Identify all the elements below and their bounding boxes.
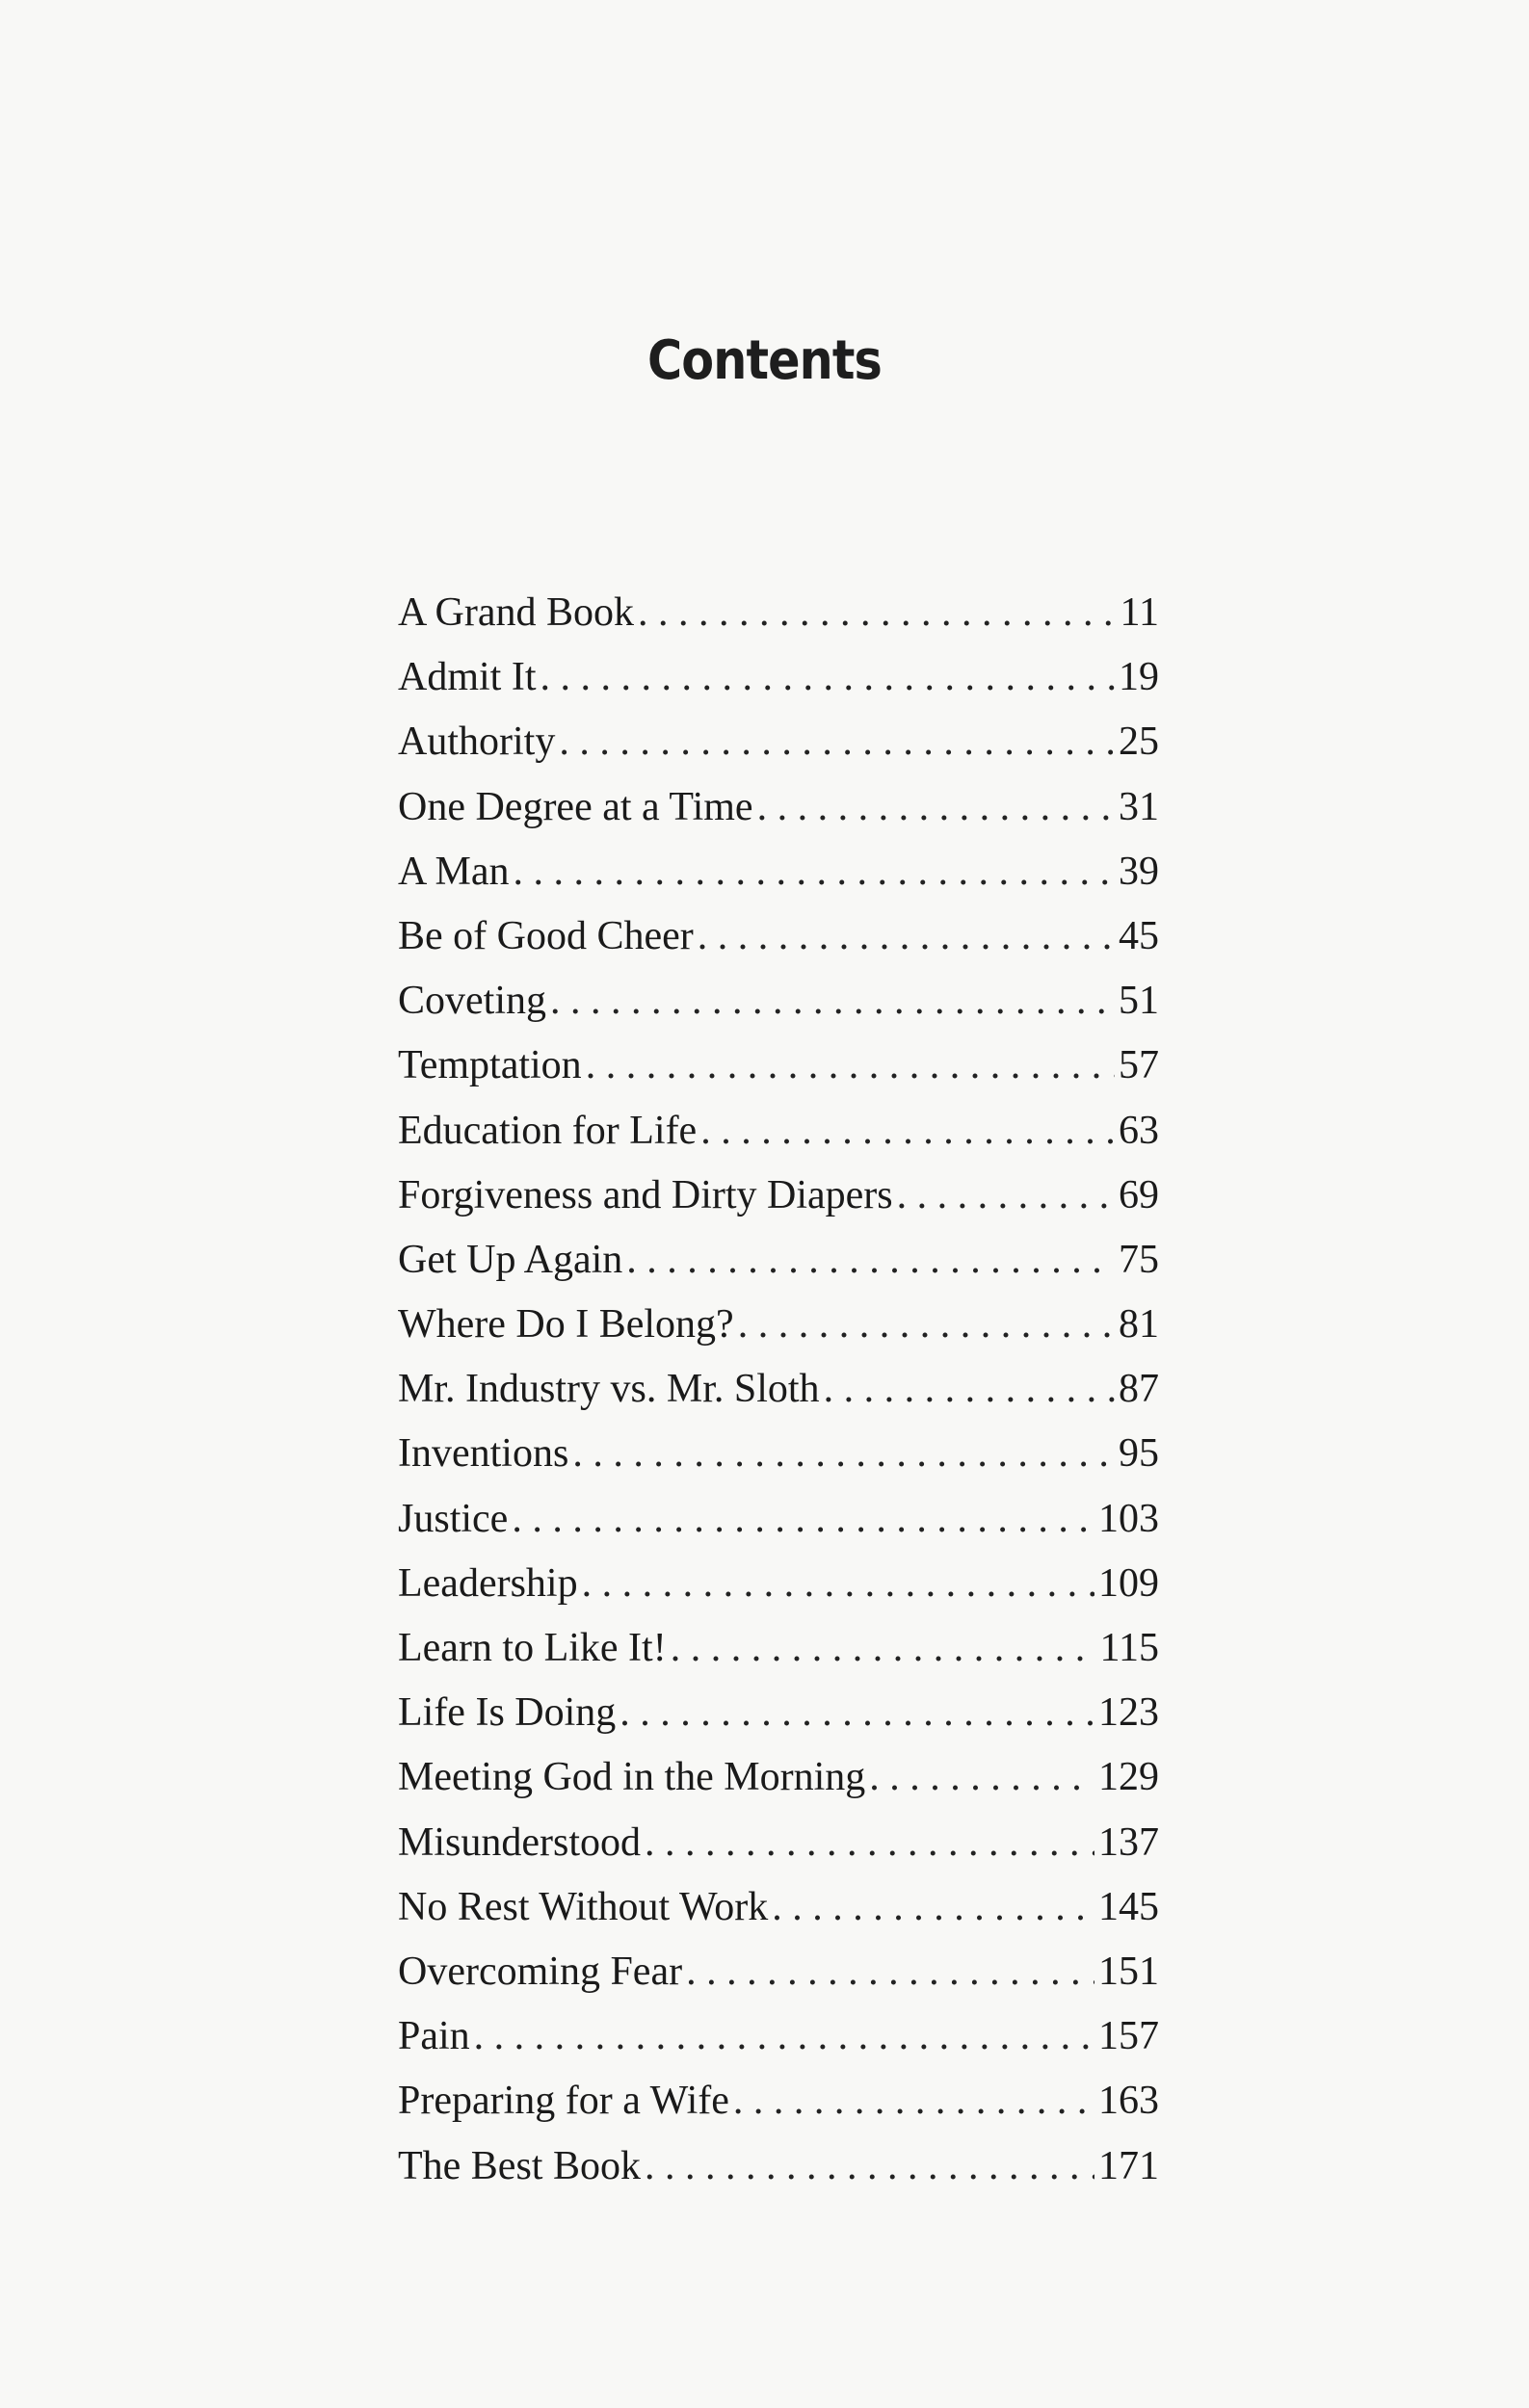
toc-entry [398,1099,1159,1164]
toc-entry-page: 123 [1098,1690,1159,1736]
toc-entry [398,1357,1159,1422]
toc-entry [398,1811,1159,1875]
toc-entry-page: 81 [1119,1302,1159,1348]
toc-entry-title: A Grand Book [398,590,634,635]
toc-entry-title: Life Is Doing [398,1690,617,1736]
toc-entry-page: 157 [1098,2014,1159,2059]
toc-entry [398,1940,1159,2004]
toc-entry-page: 39 [1119,849,1159,894]
toc-entry-title: Meeting God in the Morning [398,1755,866,1800]
dot-leader [645,1811,1094,1875]
toc-entry-page: 45 [1119,913,1159,958]
toc-entry-page: 87 [1119,1367,1159,1412]
toc-entry [398,775,1159,840]
dot-leader [620,1681,1094,1745]
toc-entry [398,2069,1159,2133]
toc-entry-title: Inventions [398,1431,569,1477]
toc-entry-title: Authority [398,720,556,765]
toc-entry-page: 95 [1119,1431,1159,1477]
toc-entry-title: Get Up Again [398,1237,623,1282]
dot-leader [474,2004,1094,2069]
dot-leader [582,1552,1094,1616]
dot-leader [512,1487,1094,1552]
toc-entry-page: 31 [1119,784,1159,829]
dot-leader [514,840,1116,904]
toc-entry [398,2004,1159,2069]
table-of-contents [398,581,1159,2199]
toc-entry-page: 145 [1098,1884,1159,1929]
toc-entry-title: Preparing for a Wife [398,2079,729,2124]
dot-leader [772,1875,1094,1940]
toc-entry-page: 75 [1119,1237,1159,1282]
toc-entry [398,1487,1159,1552]
toc-entry [398,1875,1159,1940]
toc-entry-page: 137 [1098,1819,1159,1865]
toc-entry-title: No Rest Without Work [398,1884,769,1929]
dot-leader [586,1034,1115,1098]
toc-entry [398,1228,1159,1293]
toc-entry-title: Pain [398,2014,470,2059]
toc-entry [398,840,1159,904]
toc-entry-page: 19 [1119,655,1159,700]
toc-entry-title: Temptation [398,1043,582,1088]
toc-entry-title: Overcoming Fear [398,1949,683,1994]
toc-entry-title: Learn to Like It! [398,1626,667,1670]
dot-leader [757,775,1115,840]
toc-entry-title: Education for Life [398,1108,698,1153]
dot-leader [698,904,1115,969]
toc-entry [398,1034,1159,1098]
toc-entry-page: 103 [1098,1496,1159,1541]
toc-entry-title: Mr. Industry vs. Mr. Sloth [398,1367,820,1412]
toc-entry-page: 11 [1120,590,1159,635]
toc-entry-title: A Man [398,849,510,894]
toc-entry-title: Leadership [398,1560,578,1606]
dot-leader [738,1293,1115,1357]
toc-entry [398,645,1159,710]
toc-entry [398,1745,1159,1810]
toc-entry [398,1422,1159,1486]
toc-entry-title: Admit It [398,655,537,700]
toc-entry-page: 57 [1119,1043,1159,1088]
toc-entry-page: 151 [1098,1949,1159,1994]
dot-leader [572,1422,1115,1486]
dot-leader [897,1164,1115,1228]
toc-entry-title: Be of Good Cheer [398,913,694,958]
toc-entry-page: 115 [1099,1626,1159,1670]
toc-entry [398,904,1159,969]
toc-entry [398,969,1159,1034]
toc-entry [398,581,1159,645]
toc-entry-title: The Best Book [398,2143,641,2188]
dot-leader [733,2069,1094,2133]
toc-entry-title: Justice [398,1496,509,1541]
dot-leader [671,1616,1096,1681]
dot-leader [638,581,1117,645]
dot-leader [700,1099,1115,1164]
dot-leader [824,1357,1115,1422]
toc-entry-title: Where Do I Belong? [398,1302,734,1348]
toc-entry [398,1616,1159,1681]
toc-entry [398,1164,1159,1228]
dot-leader [645,2134,1094,2199]
dot-leader [626,1228,1115,1293]
toc-entry [398,710,1159,774]
toc-entry-title: One Degree at a Time [398,784,753,829]
toc-entry-page: 63 [1119,1108,1159,1153]
toc-entry-title: Forgiveness and Dirty Diapers [398,1172,893,1217]
dot-leader [869,1745,1094,1810]
toc-entry-page: 163 [1098,2079,1159,2124]
page-title: Contents [646,329,883,392]
toc-entry-page: 51 [1119,979,1159,1024]
dot-leader [686,1940,1094,2004]
dot-leader [559,710,1115,774]
toc-entry [398,2134,1159,2199]
dot-leader [540,645,1116,710]
toc-entry [398,1681,1159,1745]
toc-entry-title: Misunderstood [398,1819,641,1865]
toc-entry-page: 129 [1098,1755,1159,1800]
toc-entry-page: 109 [1098,1560,1159,1606]
toc-entry [398,1552,1159,1616]
toc-entry [398,1293,1159,1357]
dot-leader [550,969,1115,1034]
toc-entry-title: Coveting [398,979,546,1024]
toc-entry-page: 171 [1098,2143,1159,2188]
toc-entry-page: 69 [1119,1172,1159,1217]
toc-entry-page: 25 [1119,720,1159,765]
